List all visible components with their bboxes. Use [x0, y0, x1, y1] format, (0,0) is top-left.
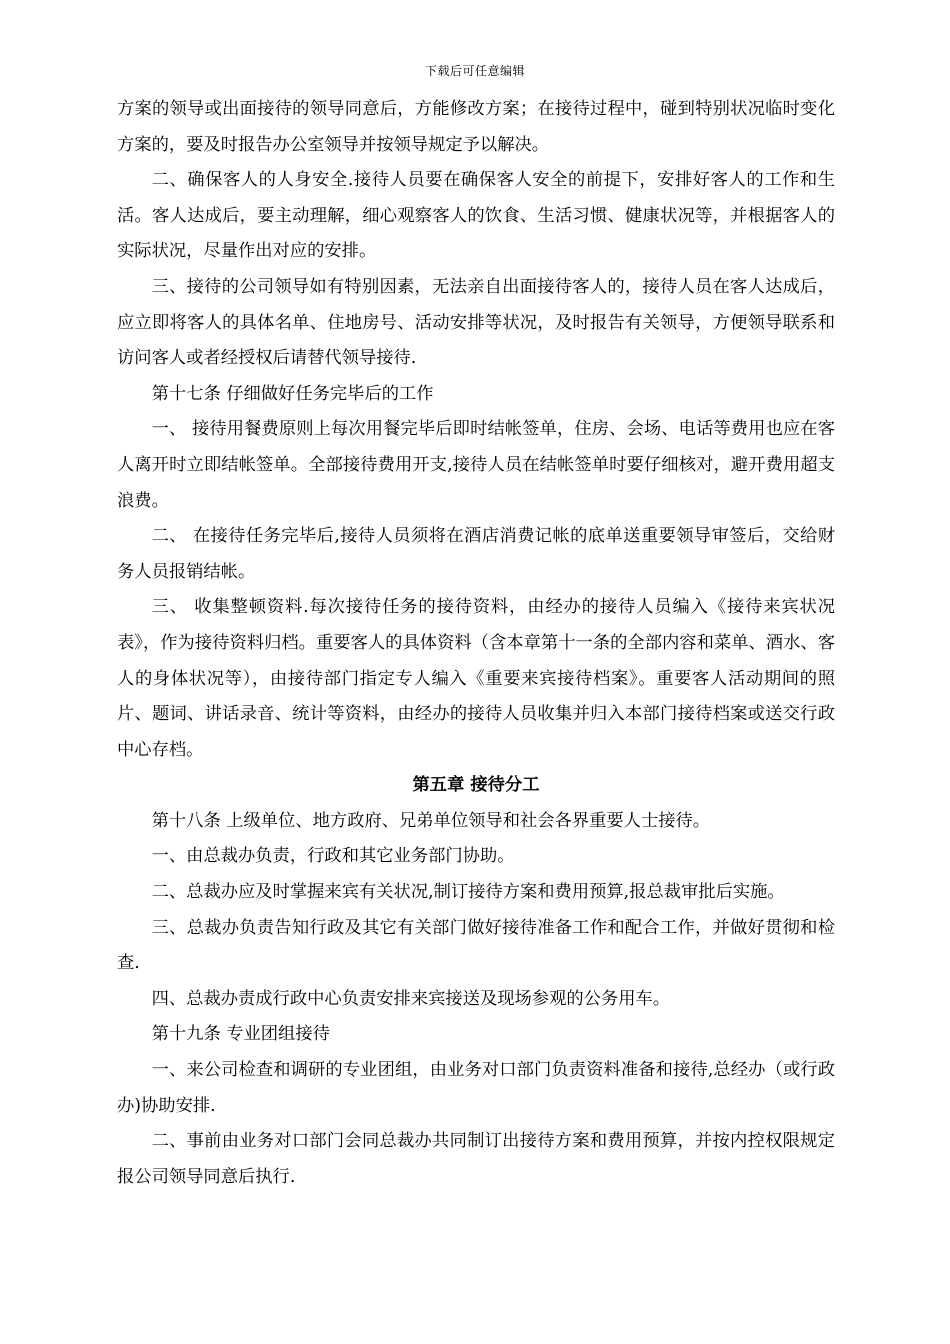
- paragraph: 方案的领导或出面接待的领导同意后，方能修改方案；在接待过程中，碰到特别状况临时变化方案的，要及时报告办公室领导并按领导规定予以解决。: [117, 99, 835, 155]
- paragraph: 三、接待的公司领导如有特别因素，无法亲自出面接待客人的，接待人员在客人达成后，应立即将客人的具体名单、住地房号、活动安排等状况，及时报告有关领导，方便领导联系和访问客人或者经授权后请替代领导接待.: [117, 276, 835, 369]
- paragraph: 三、 收集整顿资料.每次接待任务的接待资料，由经办的接待人员编入《接待来宾状况表》，作为接待资料归档。重要客人的具体资料（含本章第十一条的全部内容和菜单、酒水、客人的身体状况等），由接待部门指定专人编入《重要来宾接待档案》。重要客人活动期间的照片、题词、讲话录音、统计等资料，由经办的接待人员收集并归入本部门接待档案或送交行政中心存档。: [117, 597, 835, 760]
- paragraph: 二、 在接待任务完毕后,接待人员须将在酒店消费记帐的底单送重要领导审签后，交给财务人员报销结帐。: [117, 526, 835, 582]
- paragraph: 一、 接待用餐费原则上每次用餐完毕后即时结帐签单，住房、会场、电话等费用也应在客人离开时立即结帐签单。全部接待费用开支,接待人员在结帐签单时要仔细核对，避开费用超支浪费。: [117, 419, 835, 511]
- paragraph: 二、总裁办应及时掌握来宾有关状况,制订接待方案和费用预算,报总裁审批后实施。: [151, 882, 785, 903]
- article-title: 第十八条 上级单位、地方政府、兄弟单位领导和社会各界重要人士接待。: [151, 810, 711, 831]
- paragraph: 二、确保客人的人身安全.接待人员要在确保客人安全的前提下，安排好客人的工作和生活。客人达成后，要主动理解，细心观察客人的饮食、生活习惯、健康状况等，并根据客人的实际状况，尽量作出对应的安排。: [117, 170, 835, 262]
- article-title: 第十九条 专业团组接待: [151, 1024, 330, 1045]
- paragraph: 三、总裁办负责告知行政及其它有关部门做好接待准备工作和配合工作，并做好贯彻和检查.: [117, 917, 835, 974]
- paragraph: 一、来公司检查和调研的专业团组，由业务对口部门负责资料准备和接待,总经办（或行政办)协助安排.: [117, 1060, 835, 1116]
- chapter-heading: 第五章 接待分工: [412, 775, 540, 796]
- paragraph: 二、事前由业务对口部门会同总裁办共同制订出接待方案和费用预算，并按内控权限规定报公司领导同意后执行.: [117, 1131, 835, 1187]
- article-title: 第十七条 仔细做好任务完毕后的工作: [151, 383, 434, 404]
- document-body: [117, 92, 835, 1195]
- paragraph: 四、总裁办责成行政中心负责安排来宾接送及现场参观的公务用车。: [151, 988, 671, 1009]
- paragraph: 一、由总裁办负责，行政和其它业务部门协助。: [151, 846, 515, 867]
- page-header: 下载后可任意编辑: [424, 64, 525, 78]
